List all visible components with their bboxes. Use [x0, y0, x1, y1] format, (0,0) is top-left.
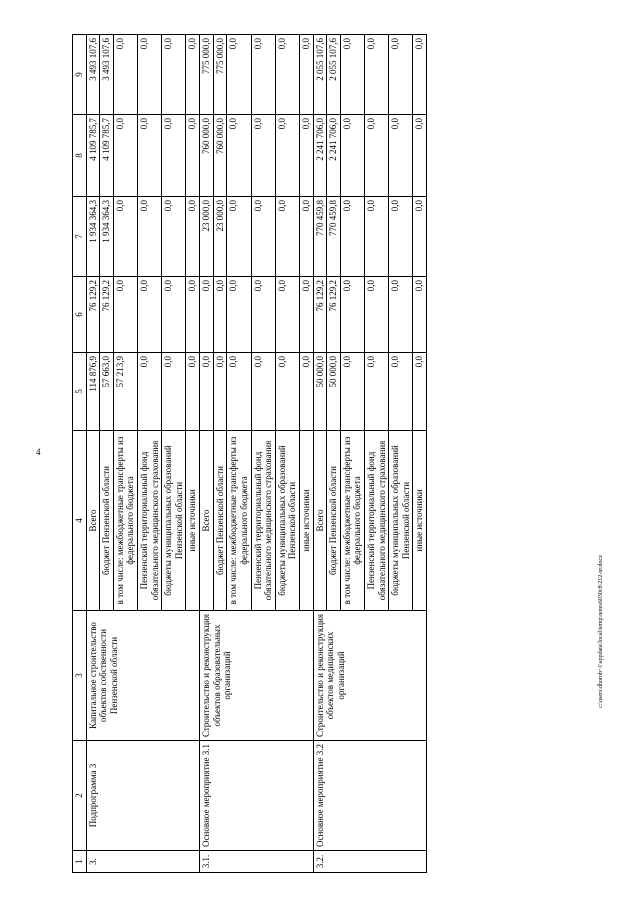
- funding-source-cell: иные источники: [299, 431, 313, 611]
- amount-cell: 0,0: [138, 197, 162, 277]
- row-name-cell: Основное мероприятие 3.1: [200, 741, 313, 851]
- amount-cell: 0,0: [200, 277, 214, 353]
- amount-cell: 0,0: [113, 35, 137, 115]
- amount-cell: 3 493 107,6: [86, 35, 100, 115]
- funding-source-cell: Пензенский территориальный фонд обязательного медицинского страхования: [138, 431, 162, 611]
- amount-cell: 76 129,2: [327, 277, 341, 353]
- amount-cell: 2 241 706,0: [313, 115, 327, 197]
- amount-cell: 775 000,0: [213, 35, 227, 115]
- amount-cell: 0,0: [340, 277, 364, 353]
- amount-cell: 0,0: [413, 197, 427, 277]
- amount-cell: 0,0: [138, 277, 162, 353]
- amount-cell: 0,0: [213, 277, 227, 353]
- row-code-cell: 3.2.: [313, 851, 426, 873]
- header-cell: 8: [73, 115, 87, 197]
- amount-cell: 0,0: [340, 115, 364, 197]
- amount-cell: 0,0: [113, 277, 137, 353]
- amount-cell: 0,0: [413, 115, 427, 197]
- page-number: 4: [36, 447, 41, 457]
- header-cell: 7: [73, 197, 87, 277]
- amount-cell: 0,0: [365, 353, 389, 431]
- amount-cell: 76 129,2: [86, 277, 100, 353]
- funding-source-cell: Пензенский территориальный фонд обязательного медицинского страхования: [251, 431, 275, 611]
- financing-table: [72, 34, 427, 873]
- header-cell: 2: [73, 741, 87, 851]
- amount-cell: 0,0: [186, 277, 200, 353]
- row-description-cell: Строительство и реконструкция объектов образовательных организаций: [200, 611, 313, 741]
- table-row: [313, 35, 327, 873]
- amount-cell: 0,0: [138, 115, 162, 197]
- amount-cell: 2 241 706,0: [327, 115, 341, 197]
- amount-cell: 4 109 785,7: [86, 115, 100, 197]
- amount-cell: 760 000,0: [213, 115, 227, 197]
- funding-source-cell: в том числе: межбюджетные трансферты из федерального бюджета: [227, 431, 251, 611]
- header-cell: 1: [73, 851, 87, 873]
- amount-cell: 0,0: [275, 35, 299, 115]
- amount-cell: 760 000,0: [200, 115, 214, 197]
- amount-cell: 0,0: [186, 197, 200, 277]
- amount-cell: 23 000,0: [200, 197, 214, 277]
- amount-cell: 0,0: [162, 197, 186, 277]
- amount-cell: 0,0: [162, 115, 186, 197]
- header-cell: 6: [73, 277, 87, 353]
- funding-source-cell: бюджет Пензенской области: [327, 431, 341, 611]
- amount-cell: 775 000,0: [200, 35, 214, 115]
- funding-source-cell: Всего: [86, 431, 100, 611]
- header-row: [73, 35, 87, 873]
- funding-source-cell: бюджет Пензенской области: [100, 431, 114, 611]
- amount-cell: 0,0: [365, 277, 389, 353]
- row-description-cell: Строительство и реконструкция объектов медицинских организаций: [313, 611, 426, 741]
- funding-source-cell: бюджет Пензенской области: [213, 431, 227, 611]
- funding-source-cell: иные источники: [413, 431, 427, 611]
- amount-cell: 0,0: [138, 35, 162, 115]
- amount-cell: 114 876,9: [86, 353, 100, 431]
- amount-cell: 0,0: [162, 35, 186, 115]
- amount-cell: 0,0: [227, 115, 251, 197]
- amount-cell: 0,0: [186, 353, 200, 431]
- amount-cell: 0,0: [299, 353, 313, 431]
- amount-cell: 0,0: [275, 197, 299, 277]
- funding-source-cell: иные источники: [186, 431, 200, 611]
- amount-cell: 770 459,8: [327, 197, 341, 277]
- row-name-cell: Подпрограмма 3: [86, 741, 199, 851]
- amount-cell: 0,0: [413, 35, 427, 115]
- amount-cell: 76 129,2: [100, 277, 114, 353]
- funding-source-cell: Всего: [200, 431, 214, 611]
- header-cell: 4: [73, 431, 87, 611]
- table-body: [86, 35, 426, 873]
- amount-cell: 770 459,8: [313, 197, 327, 277]
- amount-cell: 0,0: [340, 353, 364, 431]
- amount-cell: 0,0: [365, 115, 389, 197]
- amount-cell: 0,0: [113, 115, 137, 197]
- header-cell: 3: [73, 611, 87, 741]
- amount-cell: 0,0: [299, 277, 313, 353]
- amount-cell: 0,0: [413, 353, 427, 431]
- amount-cell: 0,0: [227, 197, 251, 277]
- amount-cell: 0,0: [251, 115, 275, 197]
- amount-cell: 0,0: [275, 115, 299, 197]
- amount-cell: 57 213,9: [113, 353, 137, 431]
- row-code-cell: 3.: [86, 851, 199, 873]
- amount-cell: 4 109 785,7: [100, 115, 114, 197]
- funding-source-cell: Всего: [313, 431, 327, 611]
- amount-cell: 0,0: [227, 35, 251, 115]
- amount-cell: 0,0: [365, 197, 389, 277]
- amount-cell: 50 000,0: [327, 353, 341, 431]
- amount-cell: 0,0: [113, 197, 137, 277]
- amount-cell: 0,0: [413, 277, 427, 353]
- amount-cell: 0,0: [299, 197, 313, 277]
- amount-cell: 0,0: [275, 353, 299, 431]
- amount-cell: 0,0: [340, 197, 364, 277]
- amount-cell: 0,0: [227, 277, 251, 353]
- amount-cell: 0,0: [389, 197, 413, 277]
- row-name-cell: Основное мероприятие 3.2: [313, 741, 426, 851]
- amount-cell: 50 000,0: [313, 353, 327, 431]
- amount-cell: 76 129,2: [313, 277, 327, 353]
- amount-cell: 1 934 364,3: [100, 197, 114, 277]
- amount-cell: 23 000,0: [213, 197, 227, 277]
- amount-cell: 0,0: [299, 35, 313, 115]
- row-code-cell: 3.1.: [200, 851, 313, 873]
- amount-cell: 0,0: [299, 115, 313, 197]
- amount-cell: 0,0: [389, 353, 413, 431]
- amount-cell: 0,0: [389, 277, 413, 353]
- funding-source-cell: Пензенский территориальный фонд обязательного медицинского страхования: [365, 431, 389, 611]
- amount-cell: 0,0: [340, 35, 364, 115]
- amount-cell: 0,0: [365, 35, 389, 115]
- header-cell: 5: [73, 353, 87, 431]
- amount-cell: 0,0: [389, 35, 413, 115]
- funding-source-cell: в том числе: межбюджетные трансферты из федерального бюджета: [113, 431, 137, 611]
- amount-cell: 0,0: [186, 115, 200, 197]
- amount-cell: 0,0: [251, 35, 275, 115]
- footer-file-path: c:\users\dhorob~1\appdata\local\temp\notes6030c8\212-nr.docx: [598, 554, 604, 708]
- amount-cell: 0,0: [162, 353, 186, 431]
- amount-cell: 0,0: [162, 277, 186, 353]
- funding-source-cell: бюджеты муниципальных образований Пензенской области: [389, 431, 413, 611]
- amount-cell: 0,0: [389, 115, 413, 197]
- table-row: [200, 35, 214, 873]
- amount-cell: 0,0: [213, 353, 227, 431]
- amount-cell: 0,0: [275, 277, 299, 353]
- amount-cell: 0,0: [186, 35, 200, 115]
- table-row: [86, 35, 100, 873]
- funding-source-cell: бюджеты муниципальных образований Пензенской области: [162, 431, 186, 611]
- amount-cell: 57 663,0: [100, 353, 114, 431]
- funding-source-cell: в том числе: межбюджетные трансферты из федерального бюджета: [340, 431, 364, 611]
- amount-cell: 0,0: [251, 277, 275, 353]
- funding-source-cell: бюджеты муниципальных образований Пензенской области: [275, 431, 299, 611]
- amount-cell: 0,0: [251, 353, 275, 431]
- rotated-table-container: [72, 35, 580, 873]
- amount-cell: 0,0: [251, 197, 275, 277]
- amount-cell: 0,0: [200, 353, 214, 431]
- amount-cell: 0,0: [138, 353, 162, 431]
- amount-cell: 2 055 107,6: [327, 35, 341, 115]
- amount-cell: 3 493 107,6: [100, 35, 114, 115]
- header-cell: 9: [73, 35, 87, 115]
- amount-cell: 2 055 107,6: [313, 35, 327, 115]
- amount-cell: 0,0: [227, 353, 251, 431]
- row-description-cell: Капитальное строительство объектов собственности Пензенской области: [86, 611, 199, 741]
- amount-cell: 1 934 364,3: [86, 197, 100, 277]
